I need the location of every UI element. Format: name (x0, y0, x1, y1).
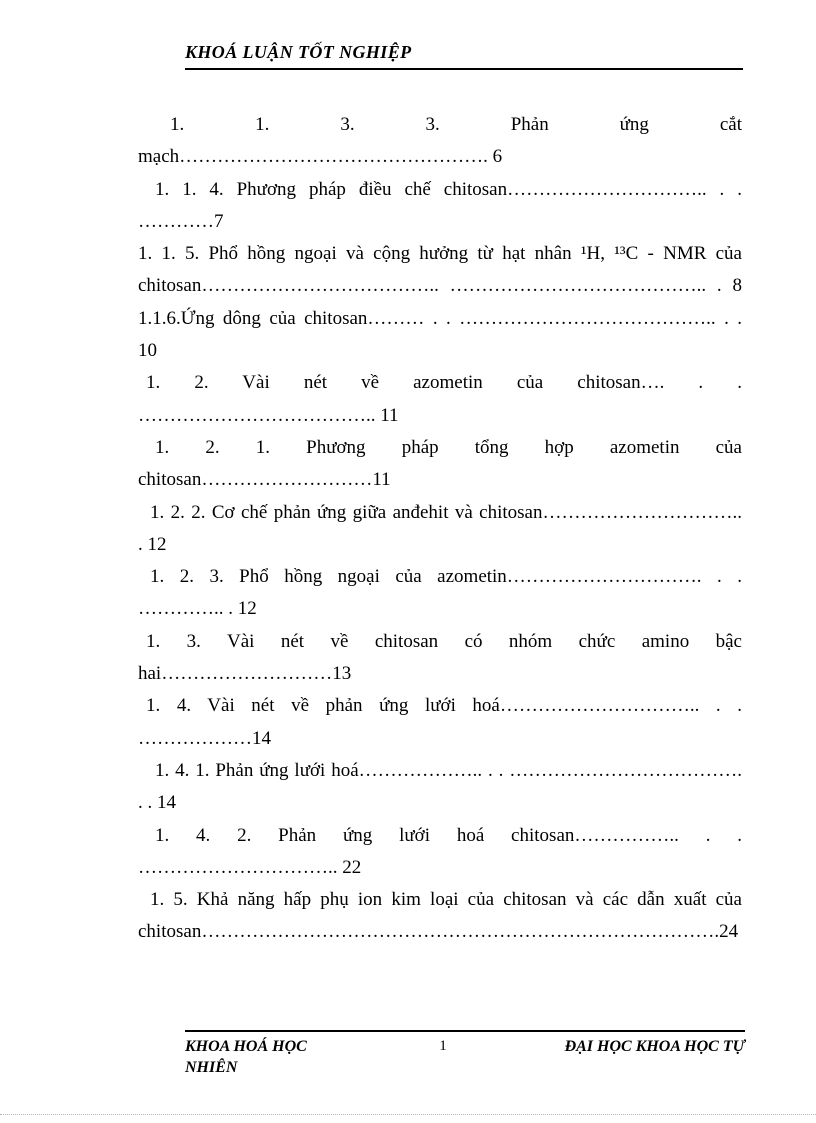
toc-line: 1. 2. Vài nét về azometin của chitosan…. . . (146, 372, 742, 394)
toc-line: …………7 (138, 210, 224, 232)
toc-line: 10 (138, 340, 157, 362)
toc-line: 1. 1. 4. Phương pháp điều chế chitosan………………………….. . . (155, 178, 742, 200)
page-bottom-divider (0, 1114, 816, 1115)
toc-line: 1. 1. 5. Phổ hồng ngoại và cộng hưởng từ hạt nhân ¹H, ¹³C - NMR của (138, 243, 742, 265)
toc-line: . . 14 (138, 792, 176, 814)
page-footer (185, 1030, 745, 1078)
toc-line: 1.1.6.Ứng dông của chitosan……… . . ………………………………….. . . (138, 307, 742, 329)
toc-line: 1. 2. 1. Phương pháp tổng hợp azometin của (155, 436, 742, 458)
footer-row (185, 1036, 745, 1078)
toc-line: 1. 4. 1. Phản ứng lưới hoá……………….. . . ………………………………. (155, 759, 742, 781)
toc-line: chitosan……………………………….. ………………………………….. . 8 (138, 275, 742, 297)
footer-right-text: ĐẠI HỌC KHOA HỌC TỰ (564, 1038, 745, 1055)
toc-line: ………….. . 12 (138, 598, 257, 620)
toc-line: 1. 3. Vài nét về chitosan có nhóm chức amino bậc (146, 630, 742, 652)
toc-line: 1. 1. 3. 3. Phản ứng cắt (170, 114, 742, 135)
table-of-contents (138, 109, 742, 949)
toc-line: mạch…………………………………………. 6 (138, 146, 503, 168)
toc-line: 1. 4. 2. Phản ứng lưới hoá chitosan…………….. . . (155, 824, 742, 846)
footer-left-text (185, 1036, 425, 1078)
footer-left-line1: KHOA HOÁ HỌC (185, 1038, 307, 1055)
page-header (185, 42, 743, 70)
header-title: KHOÁ LUẬN TỐT NGHIỆP (185, 42, 412, 62)
toc-line: ………………………….. 22 (138, 856, 362, 878)
toc-line: ………………14 (138, 727, 271, 749)
toc-line: 1. 2. 2. Cơ chế phản ứng giữa anđehit và chitosan………………………….. (150, 501, 742, 523)
toc-line: chitosan………………………11 (138, 469, 391, 491)
footer-left-line2: NHIÊN (185, 1059, 238, 1076)
toc-line: 1. 5. Khả năng hấp phụ ion kim loại của chitosan và các dẫn xuất của (150, 889, 742, 911)
toc-line: . 12 (138, 533, 167, 555)
toc-line: 1. 4. Vài nét về phản ứng lưới hoá………………………….. . . (146, 695, 742, 717)
toc-line: ……………………………….. 11 (138, 404, 399, 426)
toc-line: hai………………………13 (138, 663, 352, 685)
page-number: 1 (439, 1038, 447, 1054)
toc-line: 1. 2. 3. Phổ hồng ngoại của azometin…………………………. . . (150, 566, 742, 588)
toc-line: chitosan……………………………………………………………………….24 (138, 921, 739, 943)
